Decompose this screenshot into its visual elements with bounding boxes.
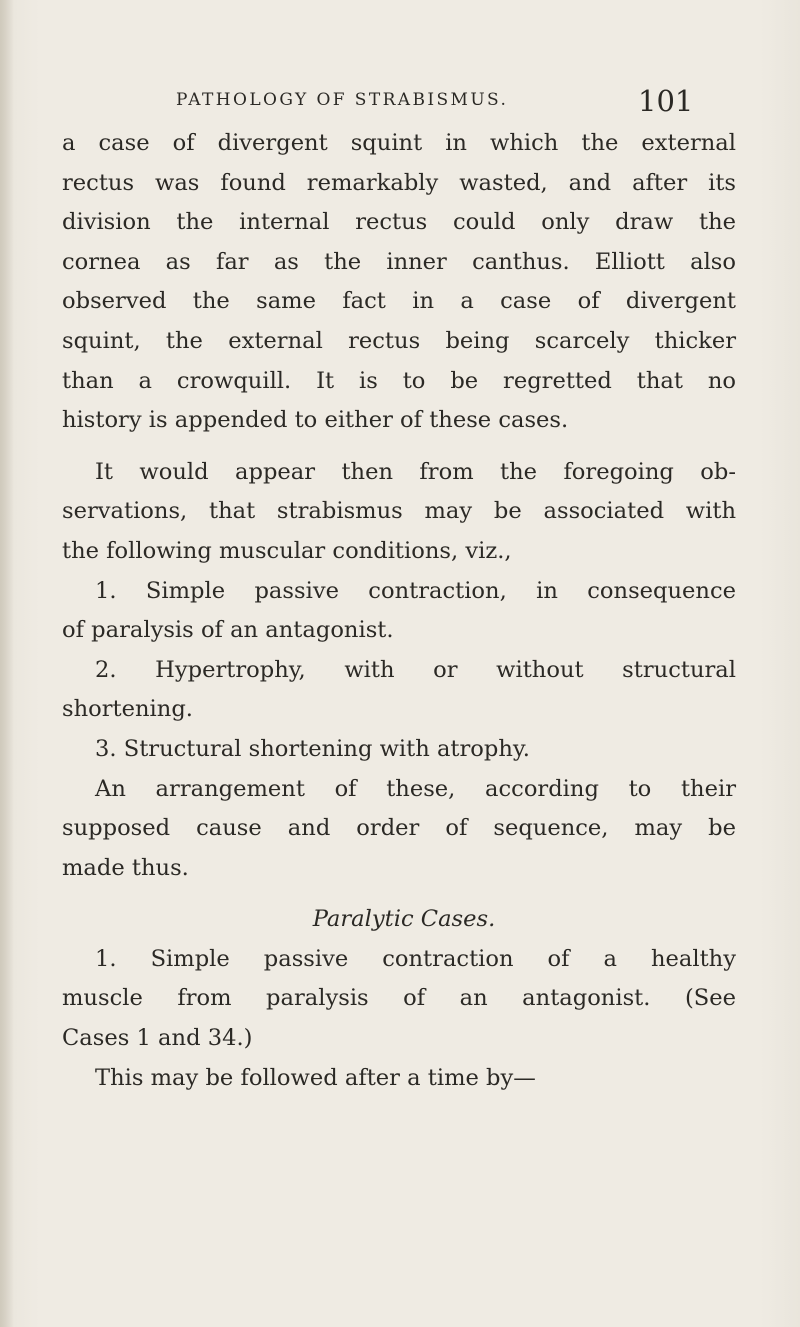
text-line: An arrangement of these, according to their (95, 775, 736, 802)
section-gap (62, 888, 736, 900)
page-number: 101 (638, 84, 694, 118)
text-line: supposed cause and order of sequence, may be (62, 815, 736, 842)
text-line: shortening. (62, 696, 193, 723)
section-heading: Paralytic Cases. (312, 906, 496, 933)
text-line: than a crowquill. It is to be regretted that no (62, 367, 736, 394)
text-line: Cases 1 and 34.) (62, 1025, 253, 1052)
binding-gutter-shadow (0, 0, 14, 1327)
paragraph-gap (62, 441, 736, 453)
text-line: history is appended to either of these cases. (62, 407, 569, 434)
text-line: squint, the external rectus being scarcely thicker (62, 327, 736, 354)
text-line: observed the same fact in a case of divergent (62, 288, 736, 315)
text-line: muscle from paralysis of an antagonist. (See (62, 985, 736, 1012)
text-line: servations, that strabismus may be associated with (62, 498, 736, 525)
text-line: It would appear then from the foregoing ob- (95, 458, 736, 485)
text-line: made thus. (62, 854, 189, 881)
running-title: PATHOLOGY OF STRABISMUS. (176, 90, 509, 110)
body-text (62, 124, 736, 1098)
text-line: rectus was found remarkably wasted, and after its (62, 169, 736, 196)
running-head (0, 84, 800, 118)
list-item-2: 2. Hypertrophy, with or without structural (95, 656, 736, 683)
list-item-1: 1. Simple passive contraction, in consequence (95, 577, 736, 604)
list-item-1: 1. Simple passive contraction of a healthy (95, 945, 736, 972)
text-line: a case of divergent squint in which the external (62, 130, 736, 156)
text-line: of paralysis of an antagonist. (62, 617, 394, 644)
text-line: cornea as far as the inner canthus. Elliott also (62, 248, 736, 275)
text-line: division the internal rectus could only draw the (62, 209, 736, 236)
text-line: This may be followed after a time by— (95, 1064, 536, 1091)
text-line: the following muscular conditions, viz., (62, 537, 512, 564)
list-item-3: 3. Structural shortening with atrophy. (95, 735, 530, 762)
